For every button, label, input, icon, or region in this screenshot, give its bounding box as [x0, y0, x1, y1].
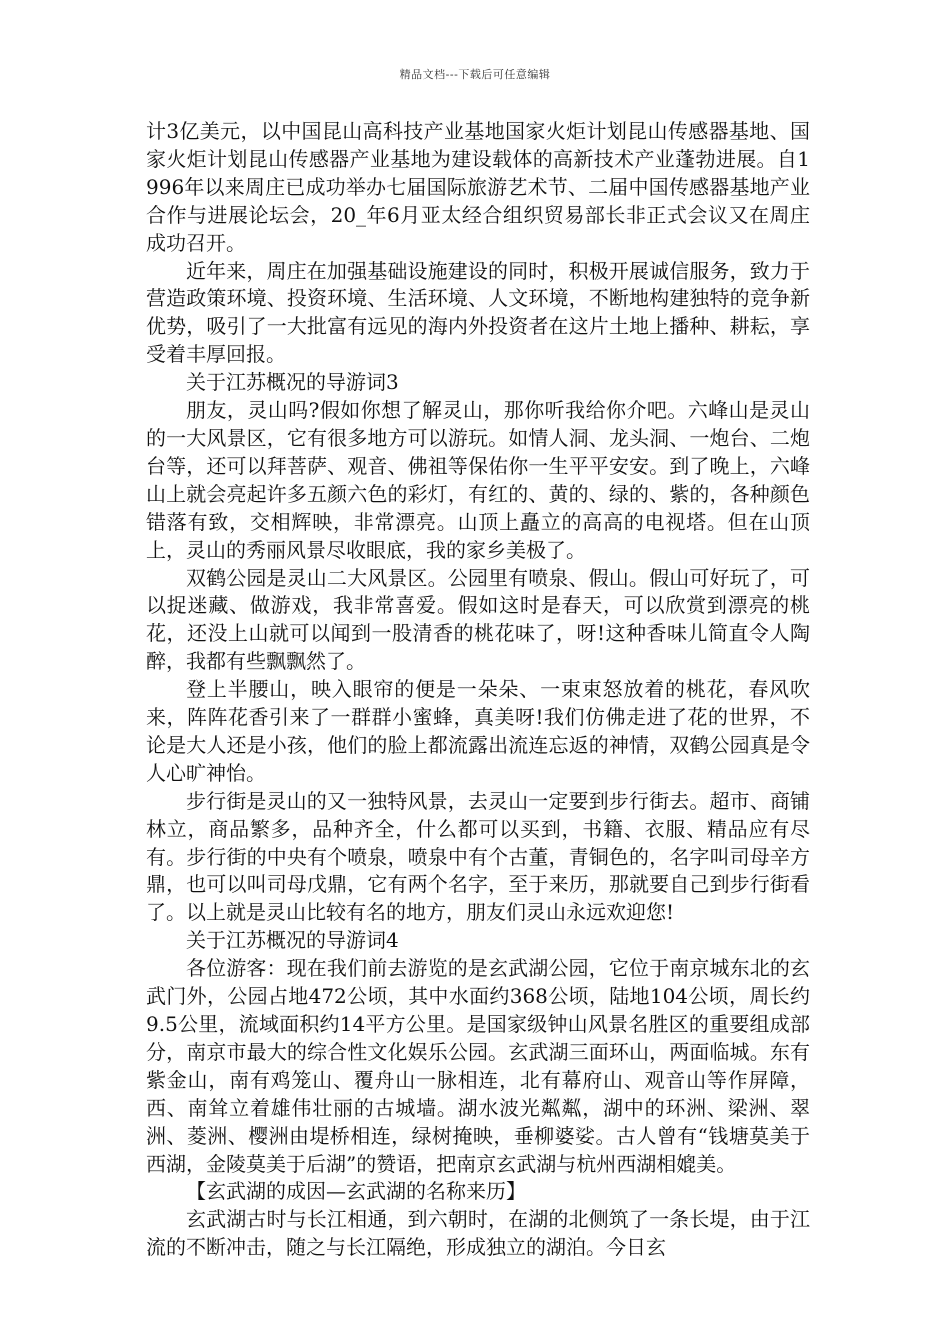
paragraph-5: 登上半腰山，映入眼帘的便是一朵朵、一束束怒放着的桃花，春风吹来，阵阵花香引来了一群群小蜜蜂，真美呀!我们仿佛走进了花的世界，不论是大人还是小孩，他们的脸上都流露出流连忘返的神情，双鹤公园真是令人心旷神怡。	[146, 677, 810, 785]
subsection-heading: 【玄武湖的成因—玄武湖的名称来历】	[186, 1179, 526, 1204]
document-body	[146, 118, 810, 1262]
paragraph-7: 各位游客：现在我们前去游览的是玄武湖公园，它位于南京城东北的玄武门外，公园占地472公顷，其中水面约368公顷，陆地104公顷，周长约9.5公里，流域面积约14平方公里。是国家级钟山风景名胜区的重要组成部分，南京市最大的综合性文化娱乐公园。玄武湖三面环山，两面临城。东有紫金山，南有鸡笼山、覆舟山一脉相连，北有幕府山、观音山等作屏障，西、南耸立着雄伟壮丽的古城墙。湖水波光粼粼，湖中的环洲、梁洲、翠洲、菱洲、樱洲由堤桥相连，绿树掩映，垂柳婆娑。古人曾有“钱塘莫美于西湖，金陵莫美于后湖”的赞语，把南京玄武湖与杭州西湖相媲美。	[146, 956, 810, 1176]
paragraph-4: 双鹤公园是灵山二大风景区。公园里有喷泉、假山。假山可好玩了，可以捉迷藏、做游戏，我非常喜爱。假如这时是春天，可以欣赏到漂亮的桃花，还没上山就可以闻到一股清香的桃花味了，呀!这种香味儿简直令人陶醉，我都有些飘飘然了。	[146, 565, 810, 674]
paragraph-1: 计3亿美元，以中国昆山高科技产业基地国家火炬计划昆山传感器基地、国家火炬计划昆山传感器产业基地为建设载体的高新技术产业蓬勃进展。自1996年以来周庄已成功举办七届国际旅游艺术节、二届中国传感器基地产业合作与进展论坛会，20_年6月亚太经合组织贸易部长非正式会议又在周庄成功召开。	[146, 119, 810, 255]
section-heading-4: 关于江苏概况的导游词4	[186, 928, 399, 953]
page-header: 精品文档---下载后可任意编辑	[399, 68, 551, 81]
paragraph-6: 步行街是灵山的又一独特风景，去灵山一定要到步行街去。超市、商铺林立，商品繁多，品种齐全，什么都可以买到，书籍、衣服、精品应有尽有。步行街的中央有个喷泉，喷泉中有个古董，青铜色的，名字叫司母辛方鼎，也可以叫司母戊鼎，它有两个名字，至于来历，那就要自己到步行街看了。以上就是灵山比较有名的地方，朋友们灵山永远欢迎您!	[146, 788, 810, 925]
section-heading-3: 关于江苏概况的导游词3	[186, 370, 399, 395]
paragraph-2: 近年来，周庄在加强基础设施建设的同时，积极开展诚信服务，致力于营造政策环境、投资环境、生活环境、人文环境，不断地构建独特的竞争新优势，吸引了一大批富有远见的海内外投资者在这片土地上播种、耕耘，享受着丰厚回报。	[146, 258, 810, 367]
paragraph-8: 玄武湖古时与长江相通，到六朝时，在湖的北侧筑了一条长堤，由于江流的不断冲击，随之与长江隔绝，形成独立的湖泊。今日玄	[146, 1207, 810, 1260]
paragraph-3: 朋友，灵山吗?假如你想了解灵山，那你听我给你介吧。六峰山是灵山的一大风景区，它有很多地方可以游玩。如情人洞、龙头洞、一炮台、二炮台等，还可以拜菩萨、观音、佛祖等保佑你一生平平安安。到了晚上，六峰山上就会亮起许多五颜六色的彩灯，有红的、黄的、绿的、紫的，各种颜色错落有致，交相辉映，非常漂亮。山顶上矗立的高高的电视塔。但在山顶上，灵山的秀丽风景尽收眼底，我的家乡美极了。	[146, 398, 810, 562]
